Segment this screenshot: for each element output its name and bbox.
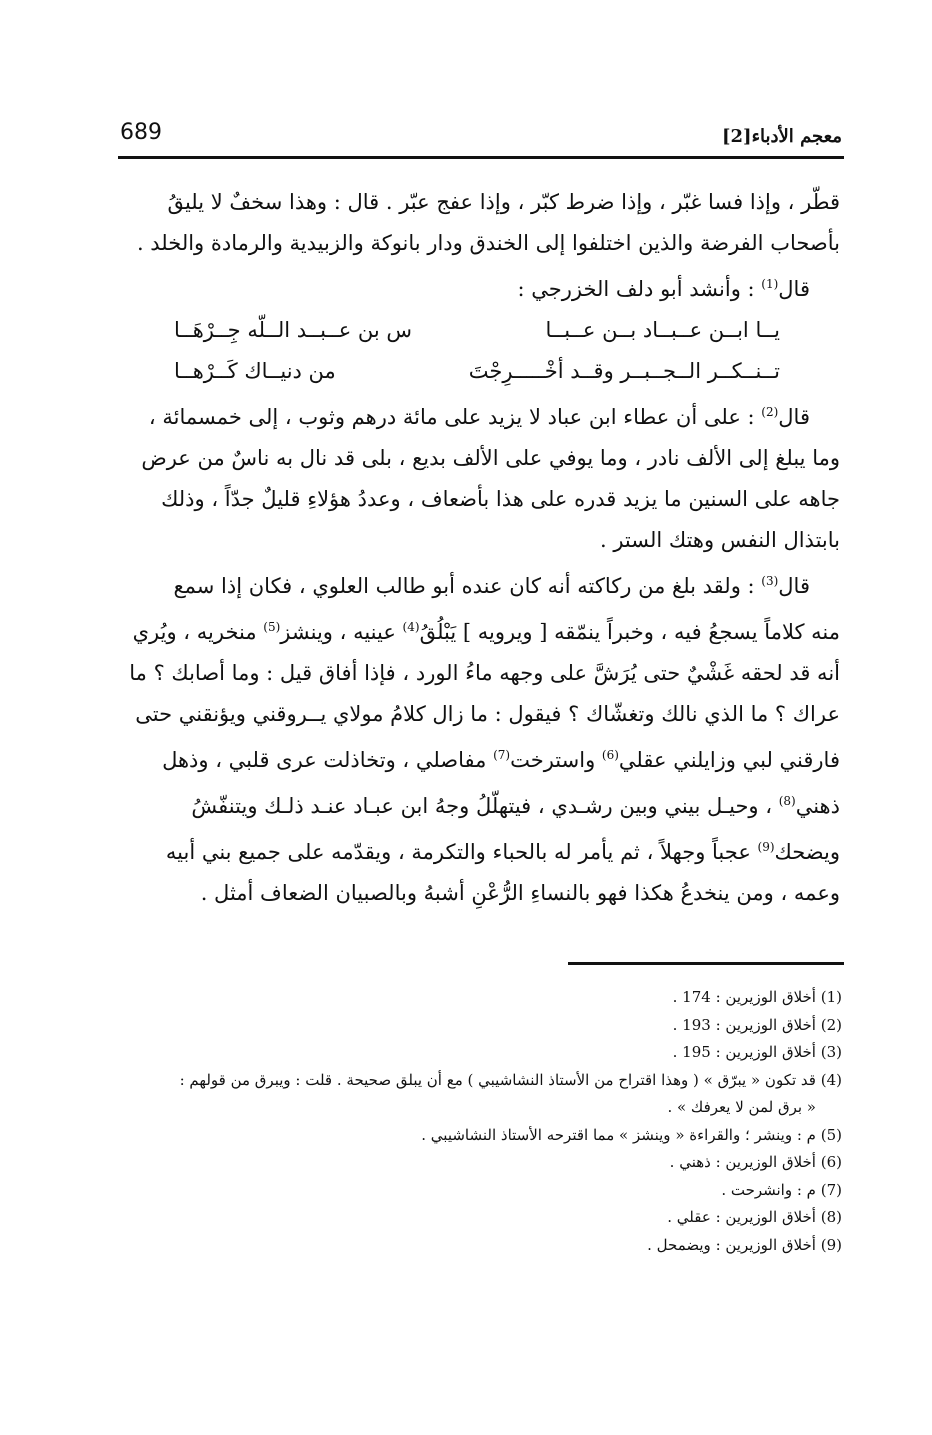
text-fragment: قال (778, 574, 810, 598)
footnote: (4) قد تكون « يبرّق » ( وهذا اقتراح من الأستاذ النشاشيبي ) مع أن يبلق صحيحة . قلت : ويبرق من قولهم : (179, 1070, 842, 1089)
footnote-ref: (6) (601, 748, 619, 762)
footnote-ref: (9) (757, 840, 775, 854)
text-line (96, 735, 840, 781)
verse-line (96, 310, 840, 351)
verse-hemistich-first: يــا ابــن عــبــاد بــن عــبــا (545, 318, 780, 342)
page-number: 689 (120, 120, 162, 145)
text-line (96, 827, 840, 873)
running-title: معجم الأدباء[2] (721, 126, 842, 147)
text-fragment: ذهني (795, 794, 840, 818)
text-line: قطّر ، وإذا فسا غبّر ، وإذا ضرط كبّر ، وإذا عفج عبّر . قال : وهذا سخفٌ لا يليقُ (167, 190, 840, 214)
text-line (96, 607, 840, 653)
main-text (96, 182, 840, 914)
text-line (96, 392, 840, 438)
footnote-rule (568, 962, 844, 965)
verse-line (96, 351, 840, 392)
text-line: وعمه ، ومن ينخدعُ هكذا فهو بالنساءِ الرُّعْنِ أشبهُ وبالصبيان الضعاف أمثل . (200, 881, 840, 905)
text-fragment: : على أن عطاء ابن عباد لا يزيد على مائة درهم وثوب ، إلى خمسمائة ، (148, 405, 762, 429)
header-rule (118, 156, 844, 159)
text-fragment: قال (778, 277, 810, 301)
footnote-ref: (4) (402, 620, 420, 634)
footnote: (3) أخلاق الوزيرين : 195 . (672, 1043, 842, 1061)
text-line: جاهه على السنين ما يزيد قدره على هذا بأضعاف ، وعددُ هؤلاءِ قليلٌ جدّاً ، وذلك (161, 487, 840, 511)
footnote-ref: (2) (761, 405, 779, 419)
text-fragment: قال (778, 405, 810, 429)
text-line: عراك ؟ ما الذي نالك وتغشّاك ؟ فيقول : ما زال كلامُ مولاي يــروقني ويؤنقني حتى (135, 702, 840, 726)
text-fragment: : وأنشد أبو دلف الخزرجي : (517, 277, 762, 301)
footnote: (8) أخلاق الوزيرين : عقلي . (667, 1208, 842, 1226)
text-line: وما يبلغ إلى الألف نادر ، وما يوفي على الألف بديع ، بلى قد نال به ناسٌ من عرض (141, 446, 840, 470)
text-fragment: واسترخت (510, 748, 602, 772)
footnote-ref: (1) (761, 277, 779, 291)
text-fragment: منخريه ، ويُري (132, 620, 264, 644)
text-fragment: مفاصلي ، وتخاذلت عرى قلبي ، وذهل (162, 748, 494, 772)
footnote: (1) أخلاق الوزيرين : 174 . (672, 988, 842, 1006)
footnotes (90, 984, 842, 1259)
text-line: بأصحاب الفرضة والذين اختلفوا إلى الخندق ودار بانوكة والزبيدية والرمادة والخلد . (136, 231, 840, 255)
text-fragment: فارقني لبي وزايلني عقلي (618, 748, 840, 772)
text-fragment: ويضحك (774, 840, 840, 864)
verse-hemistich-second: من دنيــاك كَــرْهــا (174, 359, 336, 383)
footnote: (6) أخلاق الوزيرين : ذهني . (669, 1153, 842, 1171)
footnote-ref: (3) (761, 574, 779, 588)
footnote: (5) م : وينشر ؛ والقراءة « وينشز » مما اقترحه الأستاذ النشاشيبي . (421, 1125, 842, 1144)
text-fragment: عجباً وجهلاً ، ثم يأمر له بالحباء والتكرمة ، ويقدّمه على جميع بني أبيه (165, 840, 758, 864)
verse-hemistich-second: س بن عــبــد الــلّه جِــرْهَــا (174, 318, 413, 342)
footnote: (2) أخلاق الوزيرين : 193 . (672, 1015, 842, 1034)
footnote-continuation: « برق لمن لا يعرفك » . (667, 1098, 816, 1116)
text-line (96, 264, 840, 310)
footnote-ref: (7) (493, 748, 511, 762)
text-fragment: منه كلاماً يسجعُ فيه ، وخبراً ينمّقه [ ويرويه ] يَبْلُقُ (419, 620, 840, 644)
footnote: (7) م : وانشرحت . (721, 1180, 842, 1199)
text-fragment: : ولقد بلغ من ركاكته أنه كان عنده أبو طالب العلوي ، فكان إذا سمع (173, 574, 762, 598)
footnote-ref: (5) (263, 620, 281, 634)
verse-hemistich-first: تــنــكــر الــجــبــر وقــد أخْـــــرِجْتَ (468, 359, 780, 383)
text-line: بابتذال النفس وهتك الستر . (599, 528, 840, 552)
text-line (96, 781, 840, 827)
text-line (96, 561, 840, 607)
text-line: أنه قد لحقه غَشْيٌ حتى يُرَشَّ على وجهه ماءُ الورد ، فإذا أفاق قيل : وما أصابك ؟ ما (129, 661, 840, 685)
text-fragment: ، وحيـل بيني وبين رشـدي ، فيتهلّلُ وجهُ ابن عبـاد عنـد ذلـك ويتنفّشُ (191, 794, 779, 818)
footnote: (9) أخلاق الوزيرين : ويضمحل . (647, 1235, 842, 1254)
footnote-ref: (8) (778, 794, 796, 808)
text-fragment: عينيه ، وينشز (280, 620, 403, 644)
